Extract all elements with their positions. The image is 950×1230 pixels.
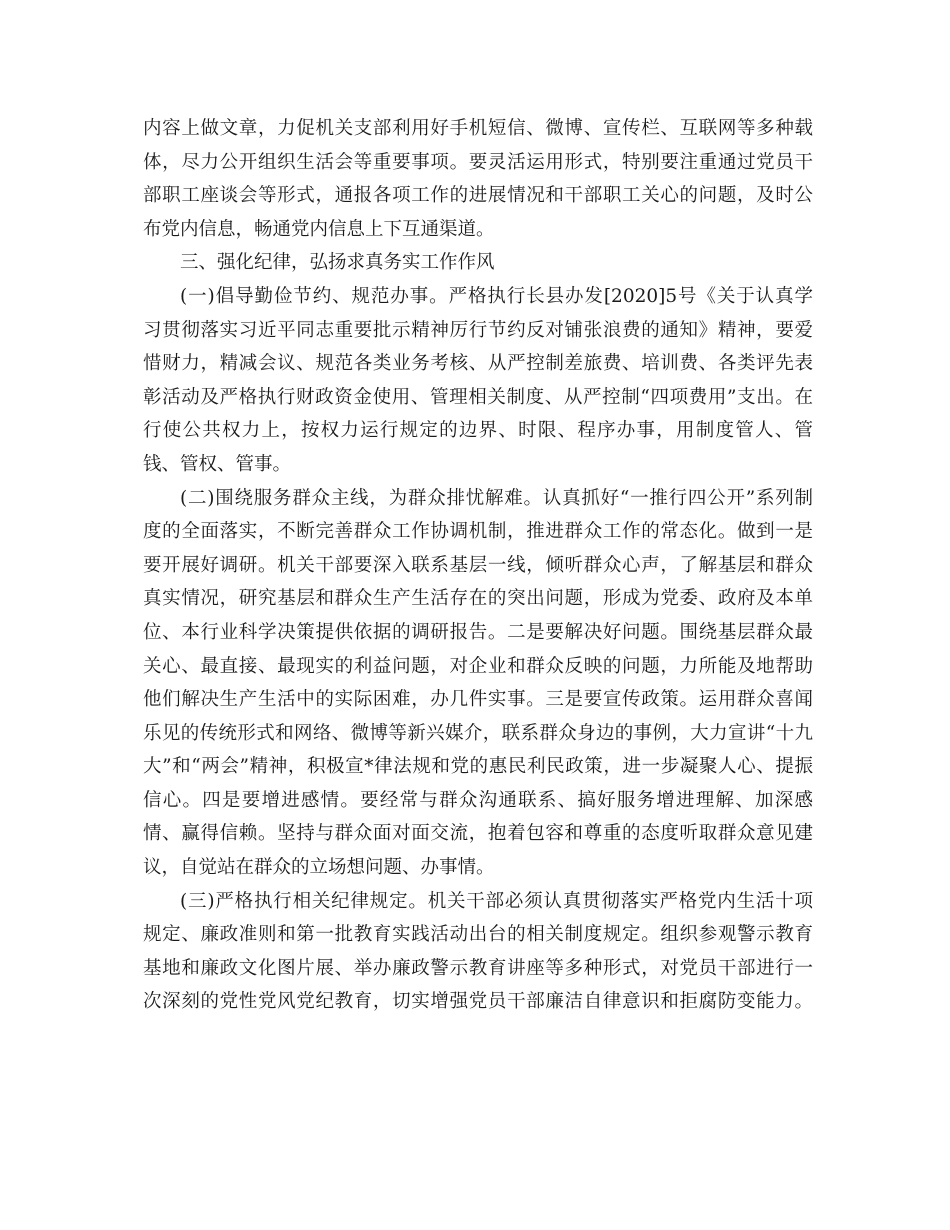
text-line: 钱、管权、管事。	[143, 453, 292, 475]
text-line: 位、本行业科学决策提供依据的调研报告。二是要解决好问题。围绕基层群众最	[143, 621, 813, 643]
text-line: (二)围绕服务群众主线，为群众排忧解难。认真抓好“一推行四公开”系列制	[180, 487, 813, 509]
text-line: 惜财力，精减会议、规范各类业务考核、从严控制差旅费、培训费、各类评先表	[143, 353, 813, 375]
text-line: 习贯彻落实习近平同志重要批示精神厉行节约反对铺张浪费的通知》精神，要爱	[143, 319, 813, 341]
text-line: (三)严格执行相关纪律规定。机关干部必须认真贯彻落实严格党内生活十项	[180, 890, 813, 912]
text-line: 他们解决生产生活中的实际困难，办几件实事。三是要宣传政策。运用群众喜闻	[143, 689, 813, 711]
text-line: 大”和“两会”精神，积极宣*律法规和党的惠民利民政策，进一步凝聚人心、提振	[143, 756, 813, 778]
text-line: 规定、廉政准则和第一批教育实践活动出台的相关制度规定。组织参观警示教育	[143, 924, 813, 946]
text-line: 内容上做文章，力促机关支部利用好手机短信、微博、宣传栏、互联网等多种载	[143, 118, 813, 139]
document-body	[143, 112, 813, 1019]
text-line: 体，尽力公开组织生活会等重要事项。要灵活运用形式，特别要注重通过党员干	[143, 151, 813, 173]
text-line: (一)倡导勤俭节约、规范办事。严格执行长县办发[2020]5号《关于认真学	[180, 285, 813, 307]
text-line: 信心。四是要增进感情。要经常与群众沟通联系、搞好服务增进理解、加深感	[143, 789, 813, 811]
text-line: 真实情况，研究基层和群众生产生活存在的突出问题，形成为党委、政府及本单	[143, 588, 813, 610]
text-line: 乐见的传统形式和网络、微博等新兴媒介，联系群众身边的事例，大力宣讲“十九	[143, 722, 813, 744]
text-line: 度的全面落实，不断完善群众工作协调机制，推进群众工作的常态化。做到一是	[143, 521, 813, 543]
text-line: 布党内信息，畅通党内信息上下互通渠道。	[143, 218, 495, 240]
text-line: 部职工座谈会等形式，通报各项工作的进展情况和干部职工关心的问题，及时公	[143, 185, 813, 207]
text-line: 要开展好调研。机关干部要深入联系基层一线，倾听群众心声，了解基层和群众	[143, 554, 813, 576]
text-line: 次深刻的党性党风党纪教育，切实增强党员干部廉洁自律意识和拒腐防变能力。	[143, 991, 813, 1013]
text-line: 议，自觉站在群众的立场想问题、办事情。	[143, 857, 495, 879]
text-line: 基地和廉政文化图片展、举办廉政警示教育讲座等多种形式，对党员干部进行一	[143, 957, 813, 979]
text-line: 彰活动及严格执行财政资金使用、管理相关制度、从严控制“四项费用”支出。在	[143, 386, 813, 408]
section-heading: 三、强化纪律，弘扬求真务实工作作风	[180, 252, 495, 274]
text-line: 情、赢得信赖。坚持与群众面对面交流，抱着包容和尊重的态度听取群众意见建	[143, 823, 813, 845]
text-line: 行使公共权力上，按权力运行规定的边界、时限、程序办事，用制度管人、管	[143, 420, 813, 442]
text-line: 关心、最直接、最现实的利益问题，对企业和群众反映的问题，力所能及地帮助	[143, 655, 813, 677]
